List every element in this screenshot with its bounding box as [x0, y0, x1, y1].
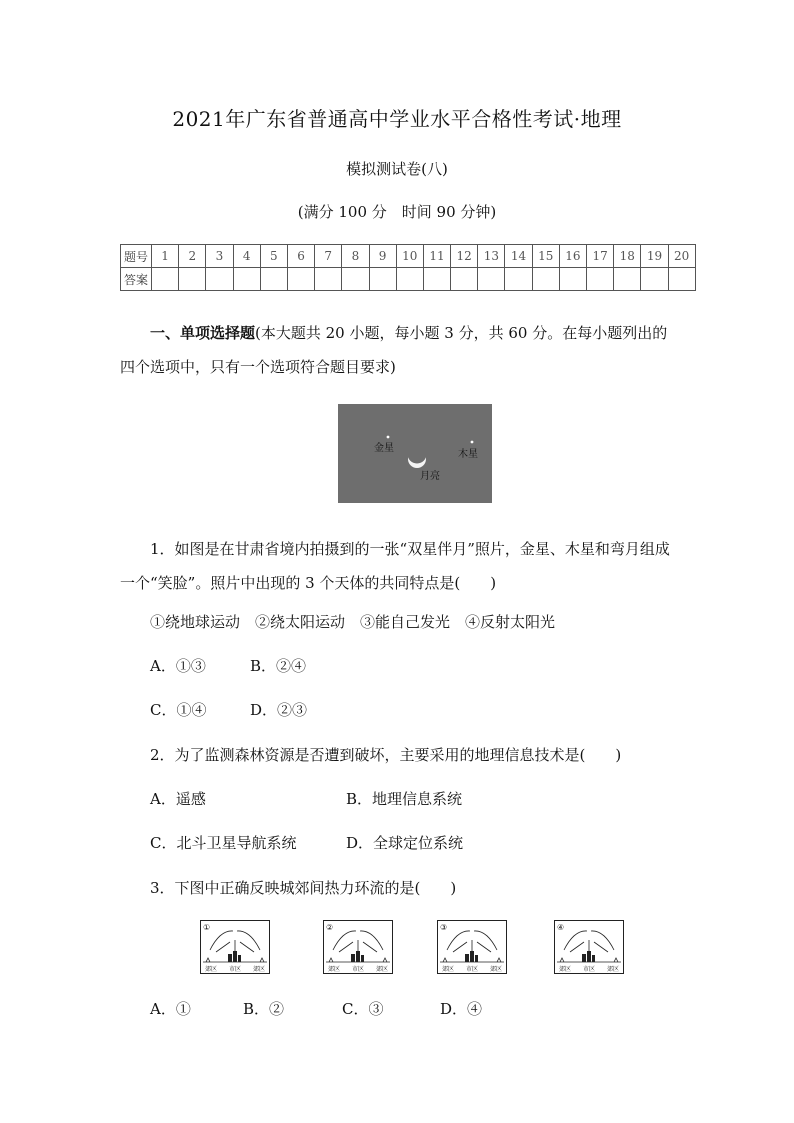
answer-cell[interactable]	[559, 268, 586, 291]
diagram-label: 郊区	[607, 966, 620, 973]
diagram-label: 郊区	[490, 966, 503, 973]
table-cell-number: 13	[478, 245, 505, 268]
answer-cell[interactable]	[668, 268, 695, 291]
diagram-number: ③	[440, 923, 448, 932]
diagram-number: ①	[203, 923, 211, 932]
answer-cell[interactable]	[315, 268, 342, 291]
diagram-label: 市区	[583, 966, 596, 973]
table-cell-number: 6	[287, 245, 314, 268]
table-cell-number: 5	[260, 245, 287, 268]
table-cell-number: 17	[587, 245, 614, 268]
answer-cell[interactable]	[152, 268, 179, 291]
diagram-label: 郊区	[253, 966, 266, 973]
option-a[interactable]: A．遥感	[150, 790, 206, 808]
answer-cell[interactable]	[423, 268, 450, 291]
table-cell-number: 2	[179, 245, 206, 268]
option-d[interactable]: D．全球定位系统	[346, 834, 464, 852]
table-cell-number: 8	[342, 245, 369, 268]
circulation-diagram-2	[323, 920, 393, 974]
answer-table	[120, 244, 696, 291]
exam-meta: (满分 100 分 时间 90 分钟)	[297, 203, 497, 221]
diagram-label: 郊区	[376, 966, 389, 973]
answer-cell[interactable]	[532, 268, 559, 291]
answer-cell[interactable]	[179, 268, 206, 291]
option-b[interactable]: B．②④	[250, 657, 307, 675]
diagram-label: 郊区	[328, 966, 341, 973]
answer-cell[interactable]	[233, 268, 260, 291]
circulation-diagram-4	[554, 920, 624, 974]
option-a[interactable]: A．①③	[150, 657, 206, 675]
answer-cell[interactable]	[342, 268, 369, 291]
diagram-label: 市区	[229, 966, 242, 973]
answer-cell[interactable]	[478, 268, 505, 291]
answer-cell[interactable]	[587, 268, 614, 291]
answer-cell[interactable]	[451, 268, 478, 291]
table-cell-number: 14	[505, 245, 532, 268]
photo-label-jupiter: 木星	[458, 449, 478, 460]
table-cell-number: 4	[233, 245, 260, 268]
table-cell-number: 9	[369, 245, 396, 268]
question-1-statements: ①绕地球运动 ②绕太阳运动 ③能自己发光 ④反射太阳光	[150, 613, 556, 631]
row-label: 答案	[121, 268, 152, 291]
section-heading: 一、单项选择题	[150, 324, 256, 342]
answer-cell[interactable]	[614, 268, 641, 291]
row-label: 题号	[121, 245, 152, 268]
option-c[interactable]: C．①④	[150, 701, 207, 719]
table-cell-number: 3	[206, 245, 233, 268]
answer-cell[interactable]	[206, 268, 233, 291]
circulation-diagram-1	[200, 920, 270, 974]
answer-cell[interactable]	[641, 268, 668, 291]
option-a[interactable]: A．①	[150, 1000, 191, 1018]
option-d[interactable]: D．②③	[250, 701, 308, 719]
table-cell-number: 20	[668, 245, 695, 268]
table-row	[121, 268, 696, 291]
question-3-stem: 3．下图中正确反映城郊间热力环流的是( )	[150, 879, 457, 897]
page-subtitle: 模拟测试卷(八)	[346, 160, 448, 178]
diagram-label: 市区	[352, 966, 365, 973]
table-cell-number: 15	[532, 245, 559, 268]
table-cell-number: 10	[396, 245, 423, 268]
answer-cell[interactable]	[505, 268, 532, 291]
table-cell-number: 12	[451, 245, 478, 268]
diagram-number: ②	[326, 923, 334, 932]
diagram-label: 郊区	[205, 966, 218, 973]
photo-venus-jupiter-moon	[338, 404, 492, 503]
table-cell-number: 11	[423, 245, 450, 268]
option-b[interactable]: B．②	[243, 1000, 285, 1018]
answer-cell[interactable]	[396, 268, 423, 291]
page-title: 2021年广东省普通高中学业水平合格性考试·地理	[172, 107, 622, 131]
diagram-label: 郊区	[559, 966, 572, 973]
question-1-stem: 1．如图是在甘肃省境内拍摄到的一张“双星伴月”照片，金星、木星和弯月组成一个“笑脸”。照片中出现的 3 个天体的共同特点是( )	[120, 540, 670, 592]
diagram-number: ④	[557, 923, 565, 932]
circulation-diagram-3	[437, 920, 507, 974]
diagram-label: 郊区	[442, 966, 455, 973]
diagram-label: 市区	[466, 966, 479, 973]
section-instructions: (本大题共 20 小题，每小题 3 分，共 60 分。在每小题列出的四个选项中，只有一个选项符合题目要求)	[120, 324, 668, 376]
option-c[interactable]: C．③	[342, 1000, 384, 1018]
question-2-stem: 2．为了监测森林资源是否遭到破坏，主要采用的地理信息技术是( )	[150, 746, 622, 764]
table-cell-number: 1	[152, 245, 179, 268]
section-intro	[120, 316, 675, 384]
table-cell-number: 16	[559, 245, 586, 268]
option-b[interactable]: B．地理信息系统	[346, 790, 463, 808]
table-cell-number: 7	[315, 245, 342, 268]
answer-cell[interactable]	[260, 268, 287, 291]
table-row	[121, 245, 696, 268]
photo-label-venus: 金星	[374, 443, 394, 454]
option-d[interactable]: D．④	[440, 1000, 483, 1018]
answer-cell[interactable]	[369, 268, 396, 291]
answer-cell[interactable]	[287, 268, 314, 291]
table-cell-number: 19	[641, 245, 668, 268]
option-c[interactable]: C．北斗卫星导航系统	[150, 834, 297, 852]
table-cell-number: 18	[614, 245, 641, 268]
photo-label-moon: 月亮	[420, 471, 440, 482]
